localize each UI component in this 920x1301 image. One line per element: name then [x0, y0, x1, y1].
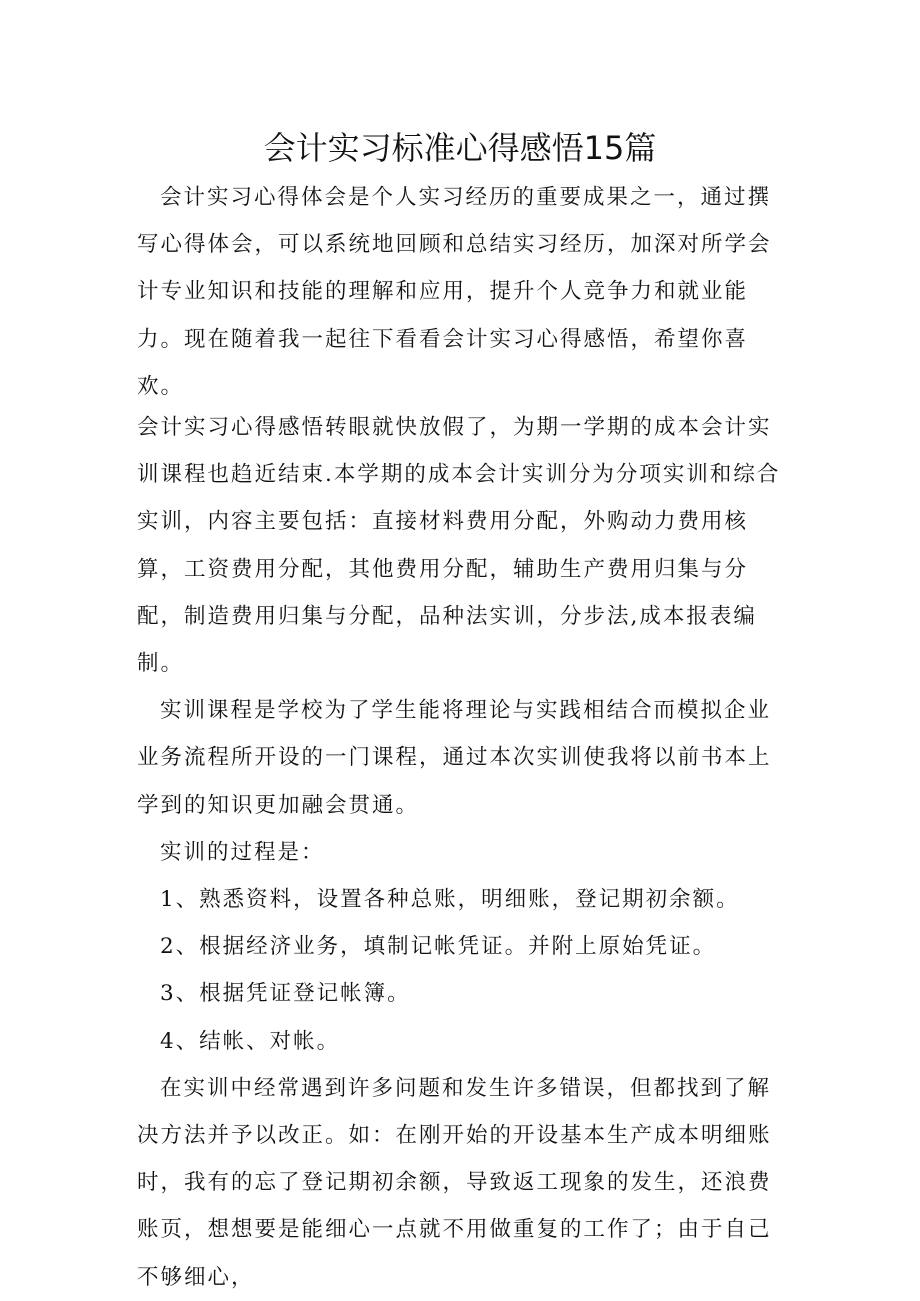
paragraph-3: 实训的过程是：	[160, 839, 325, 865]
intro-paragraph: 会计实习心得体会是个人实习经历的重要成果之一，通过撰写心得体会，可以系统地回顾和总结实习经历，加深对所学会计专业知识和技能的理解和应用，提升个人竞争力和就业能力。现在随着我一起往下看看会计实习心得感悟，希望你喜欢。	[137, 185, 772, 399]
list-item-2: 2、根据经济业务，填制记帐凭证。并附上原始凭证。	[160, 934, 717, 960]
paragraph-1: 会计实习心得感悟转眼就快放假了，为期一学期的成本会计实训课程也趋近结束.本学期的成本会计实训分为分项实训和综合实训，内容主要包括：直接材料费用分配，外购动力费用核算，工资费用分配，其他费用分配，辅助生产费用归集与分配，制造费用归集与分配，品种法实训，分步法,成本报表编制。	[137, 415, 781, 677]
list-item-3: 3、根据凭证登记帐簿。	[160, 981, 411, 1007]
list-item-4: 4、结帐、对帐。	[160, 1028, 341, 1054]
main-section	[137, 404, 789, 1301]
paragraph-4: 在实训中经常遇到许多问题和发生许多错误，但都找到了解决方法并予以改正。如：在刚开始的开设基本生产成本明细账时，我有的忘了登记期初余额，导致返工现象的发生，还浪费账页，想想要是能细心一点就不用做重复的工作了；由于自己不够细心，	[137, 1075, 772, 1290]
paragraph-2: 实训课程是学校为了学生能将理论与实践相结合而模拟企业业务流程所开设的一门课程，通过本次实训使我将以前书本上学到的知识更加融会贯通。	[137, 698, 772, 818]
intro-section	[137, 174, 789, 410]
document-title: 会计实习标准心得感悟15篇	[263, 129, 657, 167]
list-item-1: 1、熟悉资料，设置各种总账，明细账，登记期初余额。	[160, 887, 740, 913]
